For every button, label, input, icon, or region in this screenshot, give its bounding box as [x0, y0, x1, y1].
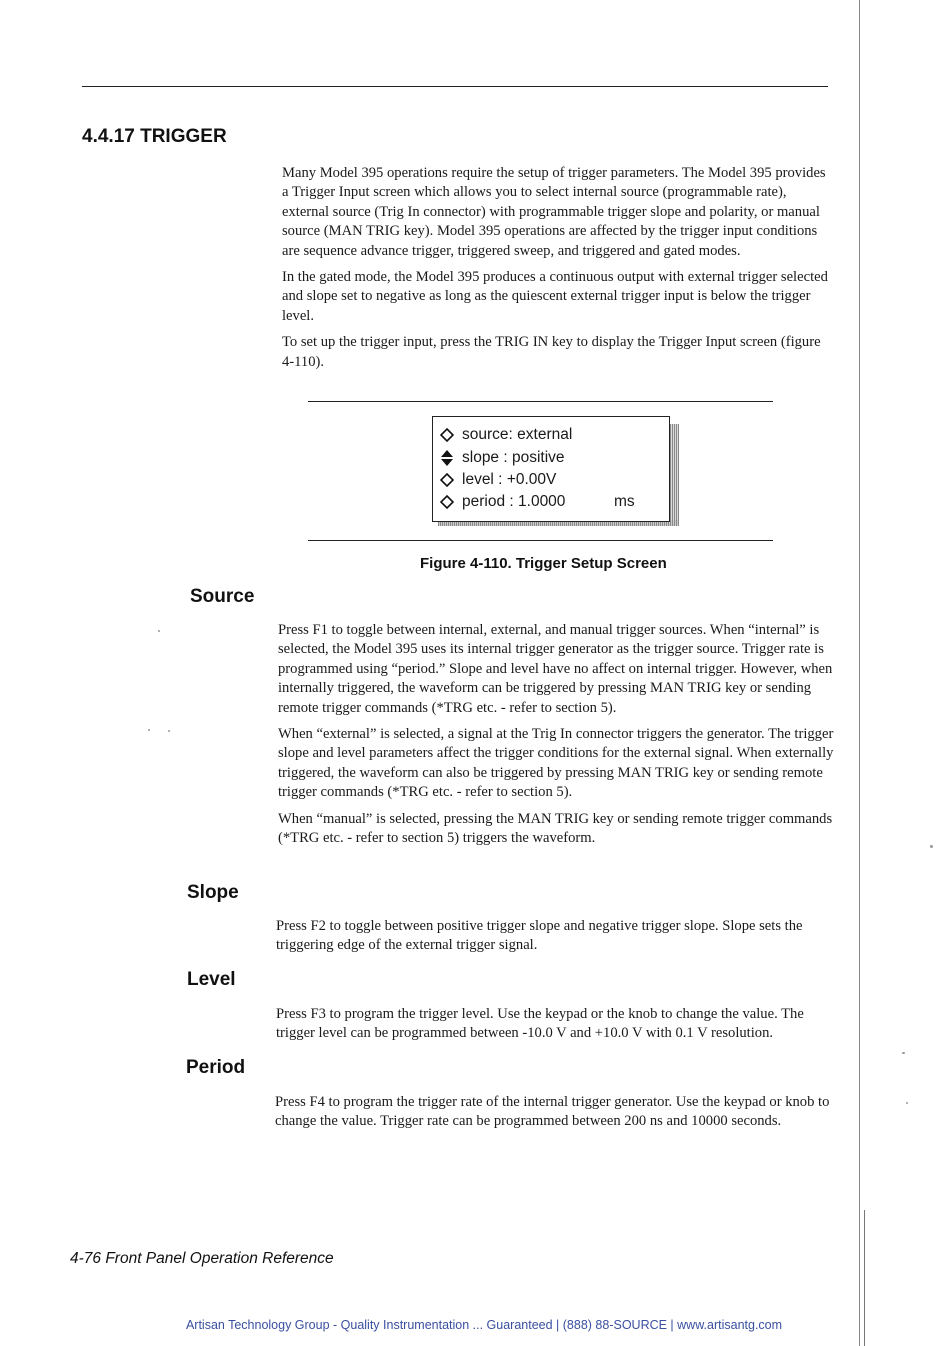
period-heading: Period: [186, 1057, 246, 1078]
source-heading: Source: [190, 586, 255, 607]
source-paragraph-2: When “external” is selected, a signal at the Trig In connector triggers the generator. The trigger slope and level parameters affect the trigger conditions for the external signal. When externally triggered, the waveform can also be triggered by pressing MAN TRIG key or sending remote trigger commands (*TRG etc. - refer to section 5).: [278, 726, 834, 801]
scan-speck: [902, 1052, 905, 1054]
figure-bottom-rule: [308, 540, 773, 541]
screen-row-slope: [439, 447, 565, 469]
intro-paragraph-1: Many Model 395 operations require the setup of trigger parameters. The Model 395 provides a Trigger Input screen which allows you to select internal source (programmable rate), external source (Trig In connector) with programmable trigger slope and polarity, or manual source (MAN TRIG key). Model 395 operations are affected by the trigger input conditions are sequence advance trigger, triggered sweep, and triggered and gated modes.: [282, 165, 826, 259]
diamond-icon: [439, 469, 455, 491]
screen-row-period: [439, 491, 663, 513]
scan-speck: [158, 630, 160, 632]
slope-heading: Slope: [187, 882, 239, 903]
scan-speck: [148, 729, 150, 731]
scan-speck: [906, 1102, 908, 1104]
figure-caption: Figure 4-110. Trigger Setup Screen: [420, 555, 667, 572]
slope-value: positive: [511, 449, 565, 466]
section-title: 4.4.17 TRIGGER: [82, 126, 227, 147]
source-paragraph-1: Press F1 to toggle between internal, external, and manual trigger sources. When “internal” is selected, the Model 395 uses its internal trigger generator as the trigger source. Trigger rate is programmed using “period.” Slope and level have no affect on internal trigger. However, when internally triggered, the waveform can be triggered by pressing MAN TRIG key or sending remote trigger commands (*TRG etc. - refer to section 5).: [278, 622, 833, 716]
diamond-icon: [439, 491, 455, 513]
period-paragraph-1: Press F4 to program the trigger rate of the internal trigger generator. Use the keypad or knob to change the value. Trigger rate can be programmed between 200 ns and 10000 seconds.: [275, 1094, 830, 1130]
page-footer: 4-76 Front Panel Operation Reference: [70, 1250, 334, 1267]
level-paragraph-1: Press F3 to program the trigger level. Use the keypad or the knob to change the value. The trigger level can be programmed between -10.0 V and +10.0 V with 0.1 V resolution.: [276, 1006, 804, 1042]
slope-paragraph-1: Press F2 to toggle between positive trigger slope and negative trigger slope. Slope sets the triggering edge of the external trigger signal.: [276, 918, 803, 954]
screen-row-level: [439, 469, 556, 491]
scan-speck: [930, 845, 933, 848]
intro-text: [282, 164, 834, 379]
screen-row-source: [439, 424, 572, 446]
level-text: [276, 1005, 834, 1051]
intro-paragraph-2: In the gated mode, the Model 395 produces a continuous output with external trigger selected and slope set to negative as long as the quiescent external trigger input is below the trigger level.: [282, 269, 828, 324]
figure-top-rule: [308, 401, 773, 402]
up-down-arrow-icon: [439, 447, 455, 469]
period-value: 1.0000: [518, 493, 566, 510]
top-rule: [82, 86, 828, 87]
trigger-setup-screen: [432, 416, 670, 522]
period-label: period :: [462, 493, 514, 510]
slope-text: [276, 917, 834, 963]
screen-shadow-right: [670, 424, 679, 526]
scan-speck: [168, 730, 170, 732]
period-text: [275, 1093, 834, 1139]
level-value: +0.00V: [506, 471, 557, 488]
level-label: level :: [462, 471, 503, 488]
level-heading: Level: [187, 969, 236, 990]
diamond-icon: [439, 424, 455, 446]
page-edge-line: [859, 0, 860, 1346]
source-value: external: [517, 426, 573, 443]
slope-label: slope :: [462, 449, 508, 466]
source-label: source:: [462, 426, 513, 443]
source-paragraph-3: When “manual” is selected, pressing the MAN TRIG key or sending remote trigger commands (*TRG etc. - refer to section 5) triggers the waveform.: [278, 810, 833, 847]
vendor-banner: Artisan Technology Group - Quality Instrumentation ... Guaranteed | (888) 88-SOURCE | www.artisantg.com: [185, 1318, 783, 1332]
period-unit: ms: [614, 493, 635, 510]
source-text: [278, 621, 834, 855]
intro-paragraph-3: To set up the trigger input, press the TRIG IN key to display the Trigger Input screen (figure 4-110).: [282, 334, 821, 370]
